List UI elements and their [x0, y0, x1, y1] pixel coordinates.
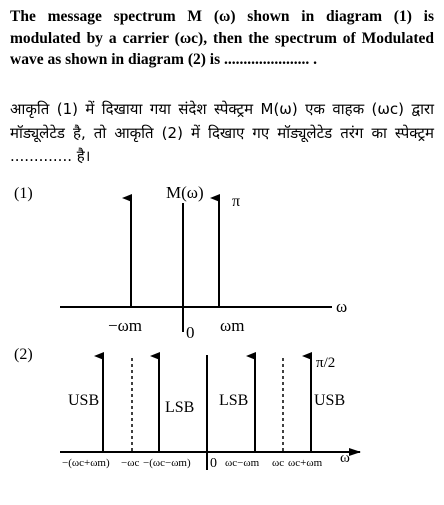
diagram1-tag: (1) — [14, 185, 33, 202]
diagram1-title: M(ω) — [166, 183, 204, 202]
question-hindi: आकृति (1) में दिखाया गया संदेश स्पेक्ट्रम M(ω) एक वाहक (ωc) द्वारा मॉड्यूलेटेड है, तो आकृति (2) में दिखाए गए मॉड्यूलेटेड तरंग का स्पेक्ट्रम ............. है। — [10, 100, 434, 165]
question-english: The message spectrum M (ω) shown in diagram (1) is modulated by a carrier (ωc), then the spectrum of Modulated wave as shown in diagram (2) is ...................... . — [10, 8, 434, 68]
diagram2-amplitude-label: π/2 — [316, 355, 336, 371]
diagram2-axis-label: ω — [340, 450, 350, 466]
diagram1-amplitude-label: π — [232, 193, 241, 210]
diagram1-axis-label: ω — [336, 297, 348, 316]
tick-label-wc: ωc — [272, 457, 285, 469]
band-label-lsb-left: LSB — [165, 399, 195, 416]
band-label-usb-left: USB — [68, 392, 100, 409]
tick-label-neg-wc-plus-wm: −(ωc+ωm) — [62, 457, 110, 469]
diagram1-left-label: −ωm — [108, 316, 142, 335]
band-label-usb-right: USB — [314, 392, 346, 409]
diagram1-origin-label: 0 — [186, 323, 195, 342]
diagram2-tag: (2) — [14, 346, 33, 363]
band-label-lsb-right: LSB — [219, 392, 249, 409]
tick-label-wc-plus-wm: ωc+ωm — [288, 457, 323, 469]
diagram1-right-label: ωm — [220, 316, 245, 335]
tick-label-neg-wc-minus-wm: −(ωc−ωm) — [143, 457, 191, 469]
tick-label-origin: 0 — [210, 456, 217, 471]
tick-label-neg-wc: −ωc — [121, 457, 140, 469]
tick-label-wc-minus-wm: ωc−ωm — [225, 457, 260, 469]
